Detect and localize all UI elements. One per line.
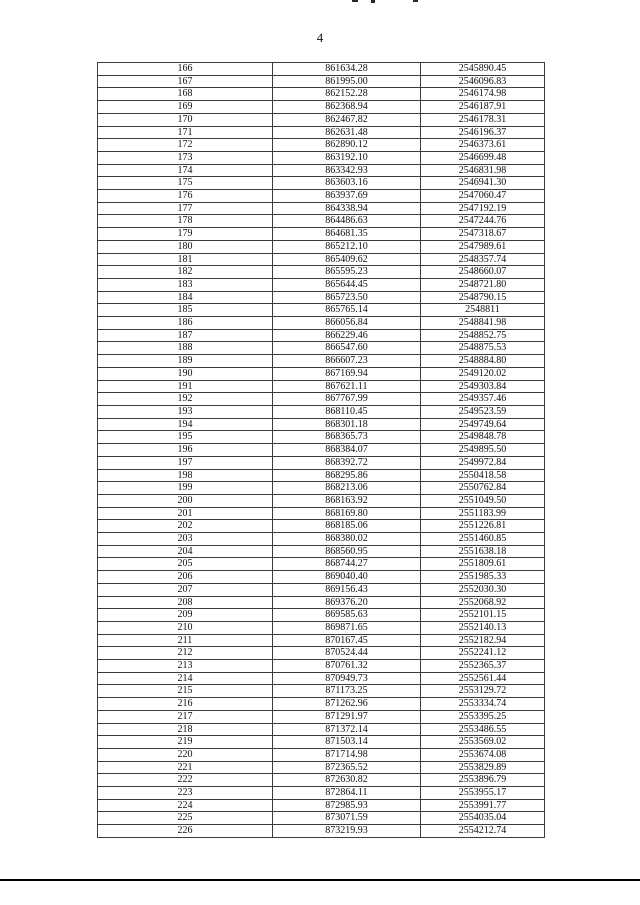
cell-y-coordinate: 2553674.08 <box>421 748 545 761</box>
table-row <box>98 253 545 266</box>
table-row <box>98 494 545 507</box>
cell-point-no: 210 <box>98 621 273 634</box>
cell-y-coordinate: 2551638.18 <box>421 545 545 558</box>
cell-y-coordinate: 2552068.92 <box>421 596 545 609</box>
cell-x-coordinate: 863192.10 <box>273 151 421 164</box>
cell-point-no: 194 <box>98 418 273 431</box>
cell-point-no: 198 <box>98 469 273 482</box>
table-row <box>98 240 545 253</box>
cell-y-coordinate: 2551183.99 <box>421 507 545 520</box>
cell-y-coordinate: 2546699.48 <box>421 151 545 164</box>
cell-point-no: 214 <box>98 672 273 685</box>
table-row <box>98 825 545 838</box>
table-row <box>98 647 545 660</box>
table-row <box>98 113 545 126</box>
cell-x-coordinate: 869871.65 <box>273 621 421 634</box>
cell-point-no: 191 <box>98 380 273 393</box>
table-row <box>98 571 545 584</box>
cell-y-coordinate: 2547060.47 <box>421 190 545 203</box>
table-row <box>98 266 545 279</box>
table-row <box>98 698 545 711</box>
cell-point-no: 206 <box>98 571 273 584</box>
table-row <box>98 177 545 190</box>
cell-y-coordinate: 2548811 <box>421 304 545 317</box>
cell-x-coordinate: 869040.40 <box>273 571 421 584</box>
cell-y-coordinate: 2551985.33 <box>421 571 545 584</box>
table-row <box>98 355 545 368</box>
cell-y-coordinate: 2548875.53 <box>421 342 545 355</box>
cell-point-no: 166 <box>98 63 273 76</box>
table-row <box>98 723 545 736</box>
table-row <box>98 710 545 723</box>
cell-y-coordinate: 2548721.80 <box>421 278 545 291</box>
table-row <box>98 342 545 355</box>
cell-point-no: 175 <box>98 177 273 190</box>
cell-point-no: 169 <box>98 101 273 114</box>
cell-point-no: 220 <box>98 748 273 761</box>
cell-x-coordinate: 872365.52 <box>273 761 421 774</box>
cell-x-coordinate: 865765.14 <box>273 304 421 317</box>
cell-x-coordinate: 871291.97 <box>273 710 421 723</box>
table-row <box>98 164 545 177</box>
cell-point-no: 205 <box>98 558 273 571</box>
cell-y-coordinate: 2552241.12 <box>421 647 545 660</box>
cell-y-coordinate: 2553829.89 <box>421 761 545 774</box>
cell-x-coordinate: 868185.06 <box>273 520 421 533</box>
table-row <box>98 507 545 520</box>
cell-x-coordinate: 867169.94 <box>273 367 421 380</box>
cell-y-coordinate: 2547192.19 <box>421 202 545 215</box>
table-row <box>98 660 545 673</box>
table-row <box>98 278 545 291</box>
cell-y-coordinate: 2550418.58 <box>421 469 545 482</box>
cell-y-coordinate: 2553569.02 <box>421 736 545 749</box>
cell-x-coordinate: 866547.60 <box>273 342 421 355</box>
cell-x-coordinate: 868384.07 <box>273 444 421 457</box>
cell-x-coordinate: 865409.62 <box>273 253 421 266</box>
cell-y-coordinate: 2553395.25 <box>421 710 545 723</box>
cell-y-coordinate: 2546187.91 <box>421 101 545 114</box>
cell-x-coordinate: 862152.28 <box>273 88 421 101</box>
cell-point-no: 184 <box>98 291 273 304</box>
cell-point-no: 182 <box>98 266 273 279</box>
cell-point-no: 188 <box>98 342 273 355</box>
table-row <box>98 634 545 647</box>
cell-y-coordinate: 2553334.74 <box>421 698 545 711</box>
cell-x-coordinate: 865595.23 <box>273 266 421 279</box>
cell-y-coordinate: 2553896.79 <box>421 774 545 787</box>
cell-y-coordinate: 2546196.37 <box>421 126 545 139</box>
cell-y-coordinate: 2548790.15 <box>421 291 545 304</box>
table-row <box>98 88 545 101</box>
table-row <box>98 545 545 558</box>
cell-x-coordinate: 867621.11 <box>273 380 421 393</box>
cell-y-coordinate: 2546096.83 <box>421 75 545 88</box>
table-row <box>98 151 545 164</box>
cell-y-coordinate: 2548852.75 <box>421 329 545 342</box>
cell-point-no: 178 <box>98 215 273 228</box>
cell-point-no: 196 <box>98 444 273 457</box>
table-row <box>98 367 545 380</box>
cell-point-no: 223 <box>98 787 273 800</box>
cell-x-coordinate: 868744.27 <box>273 558 421 571</box>
cell-point-no: 172 <box>98 139 273 152</box>
table-row <box>98 431 545 444</box>
coordinates-table <box>97 62 545 838</box>
cell-x-coordinate: 863937.69 <box>273 190 421 203</box>
cell-x-coordinate: 868301.18 <box>273 418 421 431</box>
cell-y-coordinate: 2545890.45 <box>421 63 545 76</box>
cell-x-coordinate: 869376.20 <box>273 596 421 609</box>
cell-y-coordinate: 2547244.76 <box>421 215 545 228</box>
cell-x-coordinate: 871503.14 <box>273 736 421 749</box>
cell-x-coordinate: 861995.00 <box>273 75 421 88</box>
cell-point-no: 197 <box>98 456 273 469</box>
cell-x-coordinate: 867767.99 <box>273 393 421 406</box>
table-row <box>98 787 545 800</box>
cell-x-coordinate: 862631.48 <box>273 126 421 139</box>
cell-y-coordinate: 2546373.61 <box>421 139 545 152</box>
cell-point-no: 176 <box>98 190 273 203</box>
table-row <box>98 101 545 114</box>
cell-point-no: 189 <box>98 355 273 368</box>
table-row <box>98 304 545 317</box>
cell-x-coordinate: 870949.73 <box>273 672 421 685</box>
cell-point-no: 187 <box>98 329 273 342</box>
table-row <box>98 799 545 812</box>
cell-y-coordinate: 2552365.37 <box>421 660 545 673</box>
cell-point-no: 173 <box>98 151 273 164</box>
cell-x-coordinate: 872864.11 <box>273 787 421 800</box>
table-row <box>98 685 545 698</box>
cell-x-coordinate: 863603.16 <box>273 177 421 190</box>
cell-point-no: 224 <box>98 799 273 812</box>
cell-point-no: 203 <box>98 533 273 546</box>
cell-y-coordinate: 2551049.50 <box>421 494 545 507</box>
cell-x-coordinate: 868380.02 <box>273 533 421 546</box>
cell-y-coordinate: 2549848.78 <box>421 431 545 444</box>
cell-x-coordinate: 869156.43 <box>273 583 421 596</box>
cell-point-no: 217 <box>98 710 273 723</box>
cell-point-no: 219 <box>98 736 273 749</box>
table-row <box>98 405 545 418</box>
scan-artifact <box>352 0 358 2</box>
cell-point-no: 204 <box>98 545 273 558</box>
cell-y-coordinate: 2549523.59 <box>421 405 545 418</box>
table-row <box>98 228 545 241</box>
cell-x-coordinate: 862368.94 <box>273 101 421 114</box>
cell-x-coordinate: 868392.72 <box>273 456 421 469</box>
cell-point-no: 207 <box>98 583 273 596</box>
cell-y-coordinate: 2551809.61 <box>421 558 545 571</box>
table-row <box>98 812 545 825</box>
cell-point-no: 190 <box>98 367 273 380</box>
table-row <box>98 520 545 533</box>
cell-point-no: 213 <box>98 660 273 673</box>
cell-y-coordinate: 2548841.98 <box>421 317 545 330</box>
table-row <box>98 456 545 469</box>
cell-x-coordinate: 868163.92 <box>273 494 421 507</box>
table-row <box>98 393 545 406</box>
cell-x-coordinate: 871372.14 <box>273 723 421 736</box>
cell-y-coordinate: 2546174.98 <box>421 88 545 101</box>
cell-x-coordinate: 862890.12 <box>273 139 421 152</box>
cell-x-coordinate: 864486.63 <box>273 215 421 228</box>
cell-point-no: 216 <box>98 698 273 711</box>
cell-y-coordinate: 2549749.64 <box>421 418 545 431</box>
cell-y-coordinate: 2552561.44 <box>421 672 545 685</box>
cell-point-no: 211 <box>98 634 273 647</box>
table-row <box>98 761 545 774</box>
cell-x-coordinate: 870761.32 <box>273 660 421 673</box>
cell-x-coordinate: 868365.73 <box>273 431 421 444</box>
cell-point-no: 180 <box>98 240 273 253</box>
cell-y-coordinate: 2554212.74 <box>421 825 545 838</box>
cell-point-no: 181 <box>98 253 273 266</box>
scan-artifact <box>413 0 418 2</box>
cell-point-no: 215 <box>98 685 273 698</box>
cell-y-coordinate: 2548884.80 <box>421 355 545 368</box>
cell-point-no: 183 <box>98 278 273 291</box>
table-row <box>98 583 545 596</box>
cell-x-coordinate: 872985.93 <box>273 799 421 812</box>
cell-x-coordinate: 868110.45 <box>273 405 421 418</box>
cell-x-coordinate: 868295.86 <box>273 469 421 482</box>
cell-y-coordinate: 2553129.72 <box>421 685 545 698</box>
table-row <box>98 736 545 749</box>
cell-point-no: 174 <box>98 164 273 177</box>
table-row <box>98 317 545 330</box>
cell-point-no: 168 <box>98 88 273 101</box>
cell-x-coordinate: 868213.06 <box>273 482 421 495</box>
cell-y-coordinate: 2549895.50 <box>421 444 545 457</box>
cell-x-coordinate: 861634.28 <box>273 63 421 76</box>
cell-y-coordinate: 2547989.61 <box>421 240 545 253</box>
table-row <box>98 444 545 457</box>
table-row <box>98 75 545 88</box>
cell-point-no: 167 <box>98 75 273 88</box>
cell-x-coordinate: 868169.80 <box>273 507 421 520</box>
table-row <box>98 621 545 634</box>
cell-y-coordinate: 2553991.77 <box>421 799 545 812</box>
cell-point-no: 179 <box>98 228 273 241</box>
cell-y-coordinate: 2553486.55 <box>421 723 545 736</box>
cell-point-no: 171 <box>98 126 273 139</box>
table-row <box>98 139 545 152</box>
table-row <box>98 558 545 571</box>
cell-y-coordinate: 2553955.17 <box>421 787 545 800</box>
cell-x-coordinate: 871714.98 <box>273 748 421 761</box>
cell-point-no: 170 <box>98 113 273 126</box>
table-row <box>98 215 545 228</box>
table-row <box>98 202 545 215</box>
cell-point-no: 201 <box>98 507 273 520</box>
cell-point-no: 186 <box>98 317 273 330</box>
cell-point-no: 226 <box>98 825 273 838</box>
cell-y-coordinate: 2547318.67 <box>421 228 545 241</box>
cell-x-coordinate: 872630.82 <box>273 774 421 787</box>
cell-y-coordinate: 2548660.07 <box>421 266 545 279</box>
cell-x-coordinate: 863342.93 <box>273 164 421 177</box>
table-row <box>98 63 545 76</box>
cell-y-coordinate: 2550762.84 <box>421 482 545 495</box>
cell-x-coordinate: 873219.93 <box>273 825 421 838</box>
table-row <box>98 609 545 622</box>
cell-y-coordinate: 2548357.74 <box>421 253 545 266</box>
cell-point-no: 193 <box>98 405 273 418</box>
coordinates-table-body <box>98 63 545 838</box>
table-row <box>98 748 545 761</box>
cell-point-no: 195 <box>98 431 273 444</box>
cell-y-coordinate: 2549972.84 <box>421 456 545 469</box>
cell-x-coordinate: 870524.44 <box>273 647 421 660</box>
cell-x-coordinate: 865644.45 <box>273 278 421 291</box>
table-row <box>98 672 545 685</box>
cell-y-coordinate: 2546831.98 <box>421 164 545 177</box>
cell-y-coordinate: 2554035.04 <box>421 812 545 825</box>
cell-point-no: 185 <box>98 304 273 317</box>
cell-y-coordinate: 2552182.94 <box>421 634 545 647</box>
table-row <box>98 418 545 431</box>
cell-point-no: 212 <box>98 647 273 660</box>
cell-point-no: 221 <box>98 761 273 774</box>
cell-y-coordinate: 2552101.15 <box>421 609 545 622</box>
cell-x-coordinate: 866056.84 <box>273 317 421 330</box>
cell-point-no: 202 <box>98 520 273 533</box>
cell-y-coordinate: 2546941.30 <box>421 177 545 190</box>
cell-point-no: 225 <box>98 812 273 825</box>
cell-x-coordinate: 868560.95 <box>273 545 421 558</box>
page-number: 4 <box>316 30 324 45</box>
cell-point-no: 199 <box>98 482 273 495</box>
cell-x-coordinate: 869585.63 <box>273 609 421 622</box>
cell-x-coordinate: 865723.50 <box>273 291 421 304</box>
page-bottom-rule <box>0 879 640 881</box>
cell-y-coordinate: 2546178.31 <box>421 113 545 126</box>
cell-y-coordinate: 2552140.13 <box>421 621 545 634</box>
cell-y-coordinate: 2549120.02 <box>421 367 545 380</box>
table-row <box>98 126 545 139</box>
cell-point-no: 208 <box>98 596 273 609</box>
cell-x-coordinate: 864338.94 <box>273 202 421 215</box>
table-row <box>98 533 545 546</box>
cell-x-coordinate: 873071.59 <box>273 812 421 825</box>
cell-x-coordinate: 871262.96 <box>273 698 421 711</box>
cell-point-no: 177 <box>98 202 273 215</box>
cell-y-coordinate: 2549303.84 <box>421 380 545 393</box>
scan-artifact <box>371 0 375 3</box>
table-row <box>98 774 545 787</box>
cell-point-no: 192 <box>98 393 273 406</box>
cell-x-coordinate: 864681.35 <box>273 228 421 241</box>
cell-x-coordinate: 862467.82 <box>273 113 421 126</box>
cell-x-coordinate: 866607.23 <box>273 355 421 368</box>
cell-x-coordinate: 865212.10 <box>273 240 421 253</box>
cell-x-coordinate: 870167.45 <box>273 634 421 647</box>
cell-y-coordinate: 2549357.46 <box>421 393 545 406</box>
cell-y-coordinate: 2551226.81 <box>421 520 545 533</box>
cell-point-no: 200 <box>98 494 273 507</box>
table-row <box>98 329 545 342</box>
table-row <box>98 291 545 304</box>
table-row <box>98 380 545 393</box>
table-row <box>98 469 545 482</box>
cell-point-no: 209 <box>98 609 273 622</box>
cell-y-coordinate: 2552030.30 <box>421 583 545 596</box>
table-row <box>98 190 545 203</box>
table-row <box>98 596 545 609</box>
cell-x-coordinate: 866229.46 <box>273 329 421 342</box>
table-row <box>98 482 545 495</box>
cell-x-coordinate: 871173.25 <box>273 685 421 698</box>
cell-point-no: 218 <box>98 723 273 736</box>
cell-y-coordinate: 2551460.85 <box>421 533 545 546</box>
cell-point-no: 222 <box>98 774 273 787</box>
